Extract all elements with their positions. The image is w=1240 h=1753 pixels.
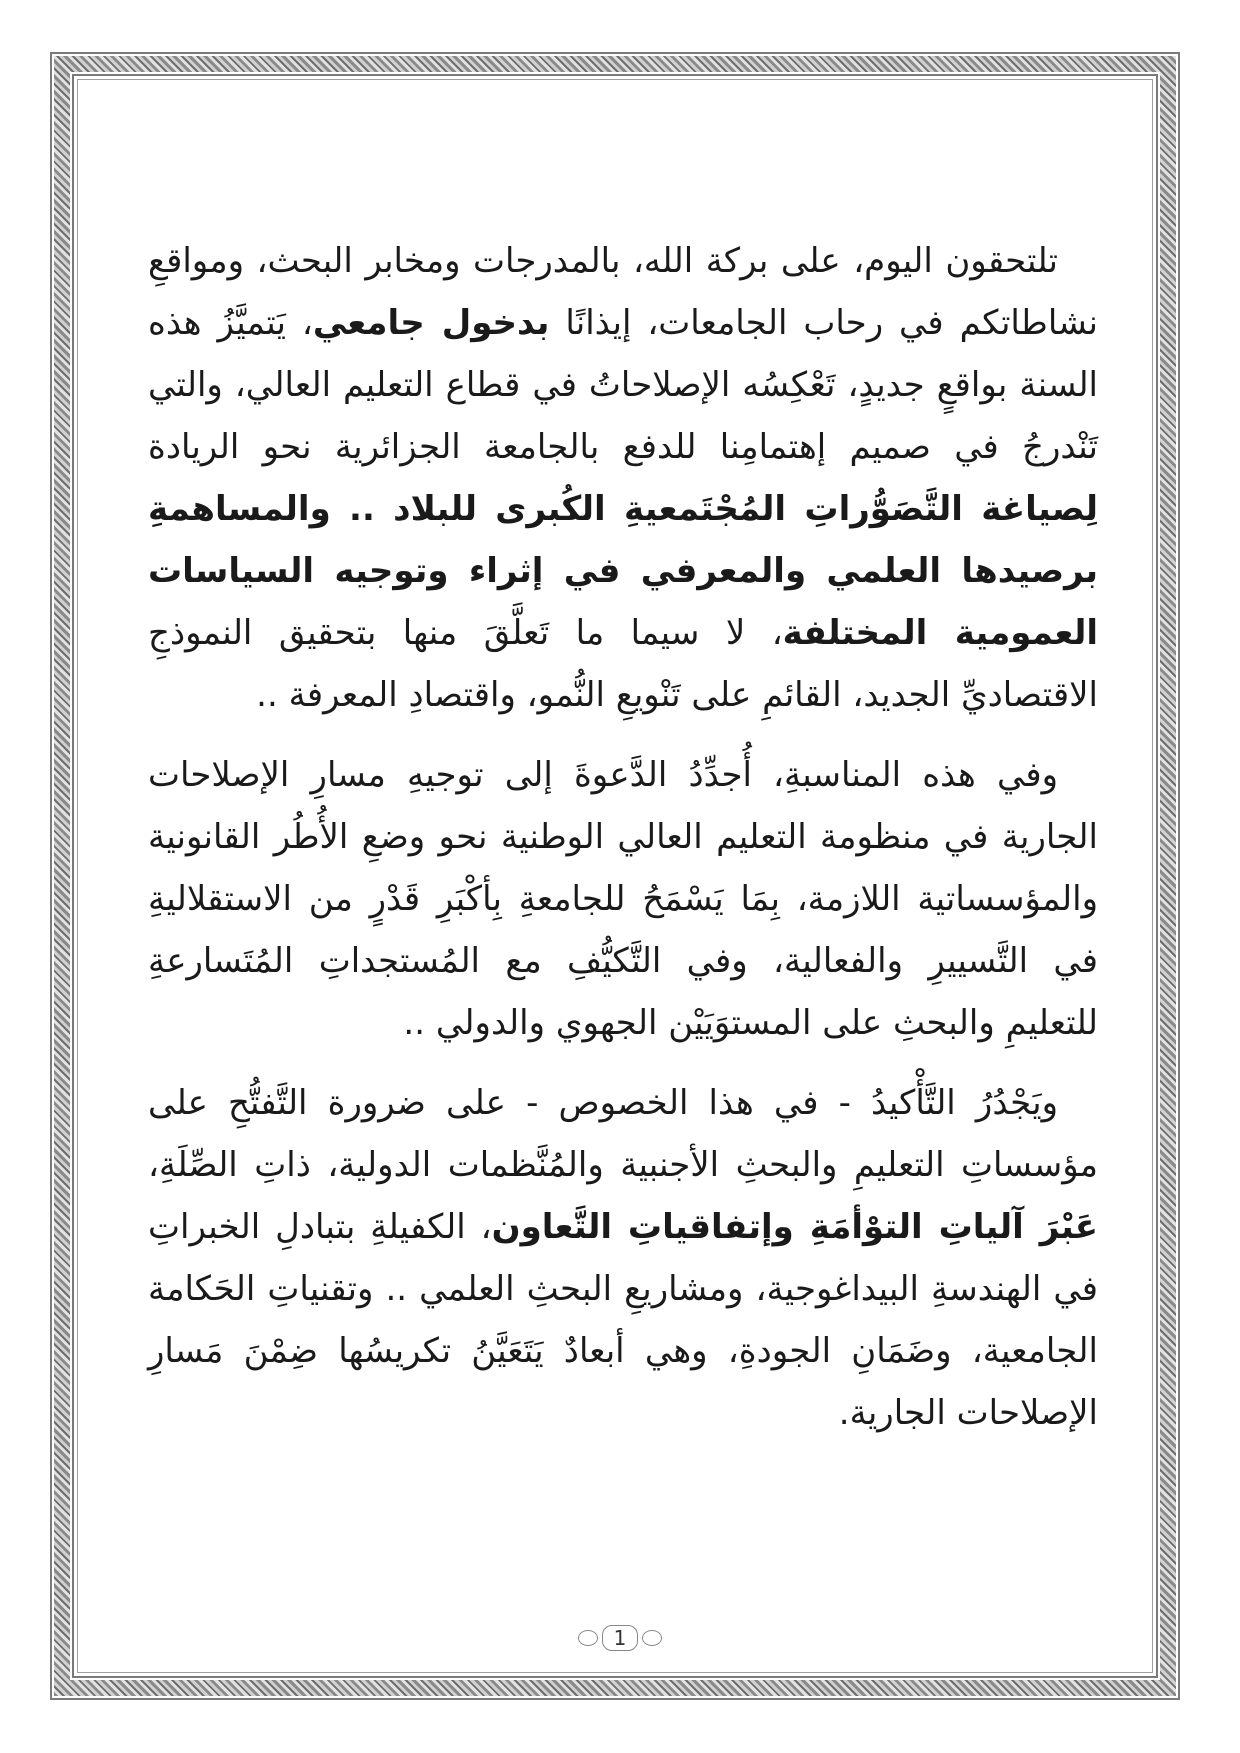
bold-segment: بدخول جامعي: [312, 303, 550, 343]
text-segment: ، الكفيلةِ بتبادلِ الخبراتِ في الهندسةِ البيداغوجية، ومشاريعِ البحثِ العلمي .. وتقنياتِ الحَكامة الجامعية، وضَمَانِ الجودةِ، وهي أبعادٌ يَتَعَيَّنُ تكريسُها ضِمْنَ مَسارِ الإصلاحات الجارية.: [148, 1207, 1098, 1433]
text-segment: ، يَتميَّزُ هذه السنة بواقعٍ جديدٍ، تَعْكِسُه الإصلاحاتُ في قطاع التعليم العالي، والتي تَنْدرجُ في صميم إهتمامِنا للدفع بالجامعة الجزائرية نحو الريادة: [148, 303, 1098, 467]
text-segment: ، لا سيما ما تَعلَّقَ منها بتحقيق النموذجِ الاقتصاديِّ الجديد، القائمِ على تَنْويعِ النُّمو، واقتصادِ المعرفة ..: [148, 613, 1098, 715]
text-segment: تلتحقون اليوم، على بركة الله، بالمدرجات ومخابر البحث، ومواقعِ نشاطاتكم في رحاب الجامعات، إيذانًا: [148, 241, 1099, 343]
paragraph-2: [148, 744, 1098, 1054]
page-number: [570, 1618, 670, 1658]
text-segment: وفي هذه المناسبةِ، أُجدِّدُ الدَّعوةَ إلى توجيهِ مسارِ الإصلاحات الجارية في منظومة التعليم العالي الوطنية نحو وضعِ الأُطُر القانونية والمؤسساتية اللازمة، بِمَا يَسْمَحُ للجامعةِ بِأكْبَرِ قَدْرٍ من الاستقلاليةِ في التَّسييرِ والفعالية، وفي التَّكيُّفِ مع المُستجداتِ المُتَسارعةِ للتعليمِ والبحثِ على المستوَيَيْن الجهوي والدولي ..: [148, 755, 1098, 1043]
page-number-value: 1: [602, 1625, 638, 1651]
document-body: [148, 230, 1098, 1462]
paragraph-3: [148, 1072, 1098, 1444]
ornament-icon: [642, 1630, 662, 1646]
ornament-icon: [578, 1630, 598, 1646]
bold-segment: لِصياغة التَّصَوُّراتِ المُجْتَمعيةِ الكُبرى للبلاد .. والمساهمةِ برصيدها العلمي والمعرفي في إثراء وتوجيه السياسات العمومية المختلفة: [148, 489, 1098, 653]
paragraph-1: [148, 230, 1098, 726]
bold-segment: عَبْرَ آلياتِ التوْأمَةِ وإتفاقياتِ التَّعاون: [491, 1207, 1098, 1247]
text-segment: ويَجْدُرُ التَّأْكيدُ - في هذا الخصوص - على ضرورة التَّفتُّحِ على مؤسساتِ التعليمِ والبحثِ الأجنبية والمُنَّظمات الدولية، ذاتِ الصِّلَةِ،: [148, 1083, 1098, 1185]
